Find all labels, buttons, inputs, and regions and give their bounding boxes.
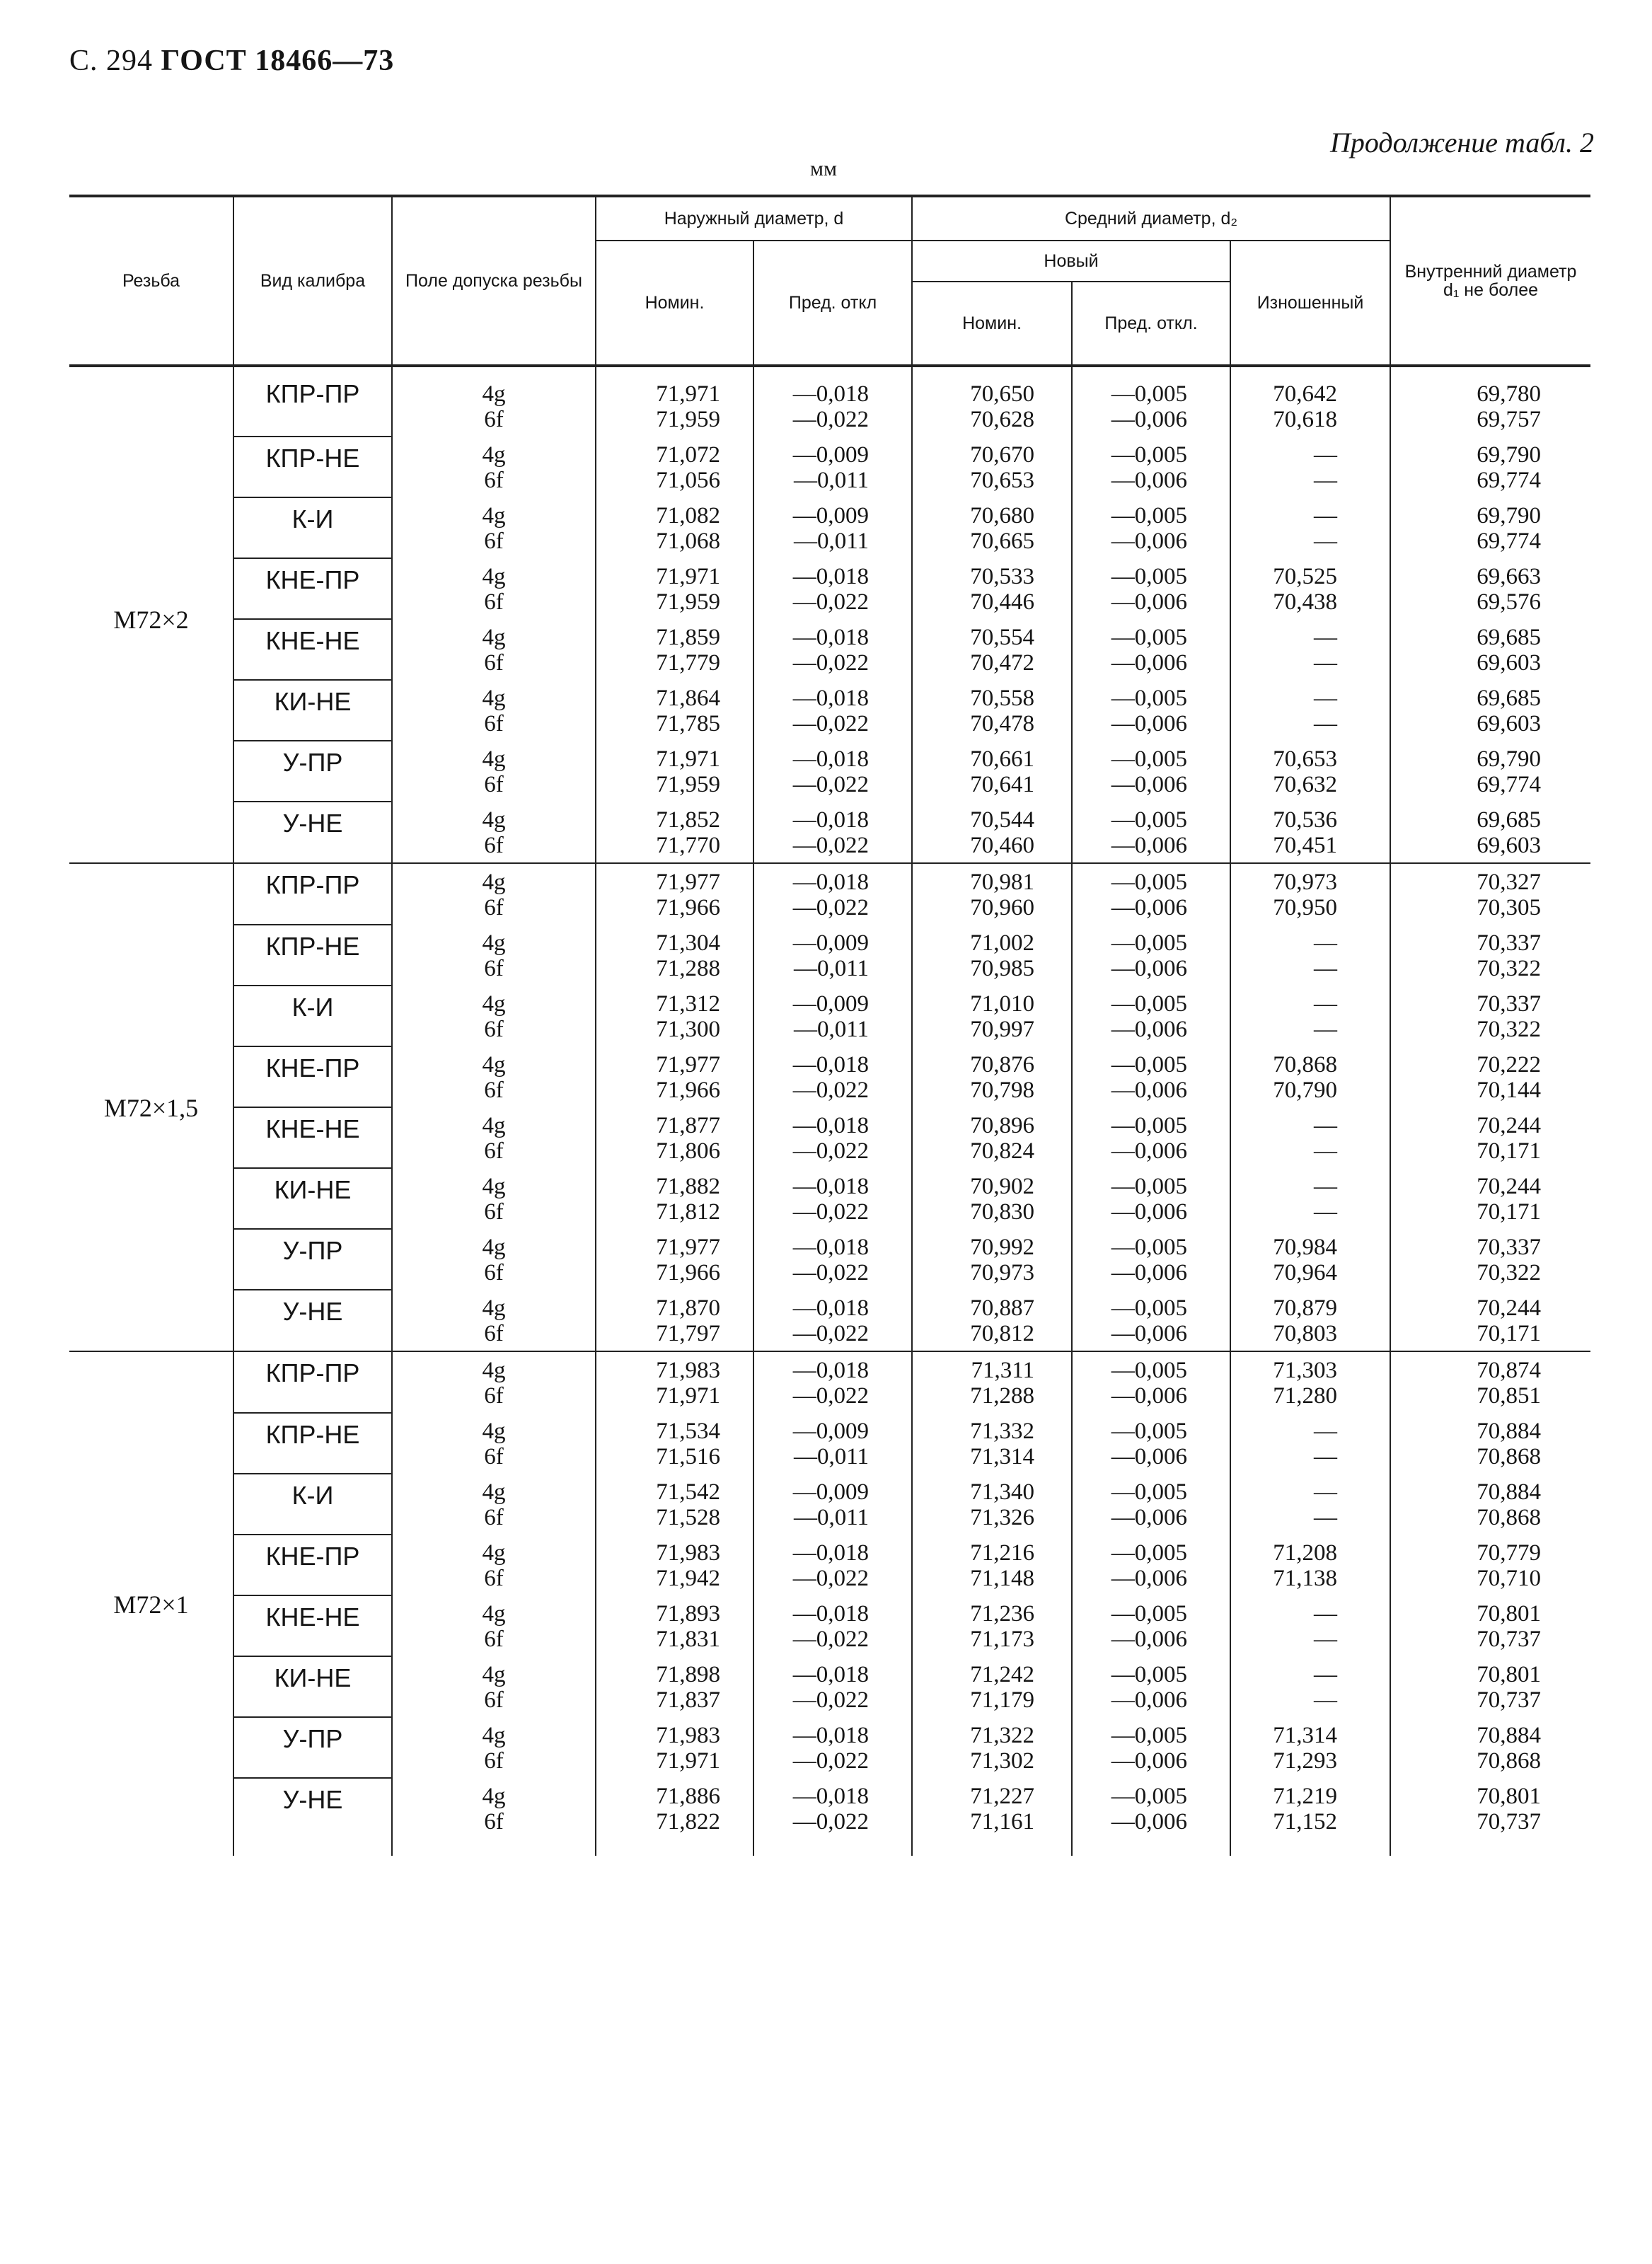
- middle-nominal: 70,670 70,653: [912, 437, 1072, 497]
- header-middle-diameter: Средний диаметр, d₂: [912, 196, 1390, 241]
- outer-nominal: 71,977 71,966: [596, 1046, 753, 1107]
- table-row: [69, 1595, 1590, 1656]
- outer-deviation: —0,009 —0,011: [753, 1413, 912, 1474]
- worn-value: 70,653 70,632: [1230, 741, 1390, 802]
- middle-nominal: 70,661 70,641: [912, 741, 1072, 802]
- middle-nominal: 71,236 71,173: [912, 1595, 1072, 1656]
- gauge-type: У-НЕ: [233, 1290, 392, 1351]
- inner-diameter: 70,801 70,737: [1390, 1778, 1590, 1856]
- worn-value: 71,303 71,280: [1230, 1351, 1390, 1413]
- gauge-type: У-НЕ: [233, 802, 392, 863]
- middle-nominal: 71,002 70,985: [912, 925, 1072, 986]
- header-new: Новый: [912, 241, 1230, 282]
- outer-nominal: 71,971 71,959: [596, 558, 753, 619]
- outer-deviation: —0,018 —0,022: [753, 802, 912, 863]
- worn-value: 70,973 70,950: [1230, 863, 1390, 925]
- gauge-type: КПР-НЕ: [233, 925, 392, 986]
- gauge-type: КПР-ПР: [233, 366, 392, 437]
- outer-nominal: 71,983 71,942: [596, 1535, 753, 1595]
- worn-value: 70,642 70,618: [1230, 366, 1390, 437]
- inner-diameter: 69,685 69,603: [1390, 619, 1590, 680]
- middle-nominal: 70,680 70,665: [912, 497, 1072, 558]
- group-m72x2: [69, 366, 1590, 863]
- middle-deviation: —0,005 —0,006: [1072, 1595, 1230, 1656]
- middle-deviation: —0,005 —0,006: [1072, 986, 1230, 1046]
- outer-deviation: —0,018 —0,022: [753, 1778, 912, 1856]
- outer-deviation: —0,009 —0,011: [753, 1474, 912, 1535]
- gauge-type: КНЕ-НЕ: [233, 619, 392, 680]
- inner-diameter: 70,801 70,737: [1390, 1595, 1590, 1656]
- table-row: [69, 1413, 1590, 1474]
- table-row: [69, 1717, 1590, 1778]
- middle-deviation: —0,005 —0,006: [1072, 1474, 1230, 1535]
- standard-title: ГОСТ 18466—73: [161, 45, 395, 77]
- worn-value: — —: [1230, 1107, 1390, 1168]
- outer-deviation: —0,009 —0,011: [753, 437, 912, 497]
- worn-value: 70,984 70,964: [1230, 1229, 1390, 1290]
- worn-value: — —: [1230, 925, 1390, 986]
- middle-deviation: —0,005 —0,006: [1072, 1535, 1230, 1595]
- middle-nominal: 70,981 70,960: [912, 863, 1072, 925]
- middle-deviation: —0,005 —0,006: [1072, 1717, 1230, 1778]
- outer-nominal: 71,312 71,300: [596, 986, 753, 1046]
- table-row: [69, 802, 1590, 863]
- tolerance-field: 4g 6f: [392, 1168, 596, 1229]
- tolerance-table: [69, 195, 1590, 1856]
- inner-diameter: 70,327 70,305: [1390, 863, 1590, 925]
- tolerance-field: 4g 6f: [392, 1351, 596, 1413]
- inner-diameter: 70,244 70,171: [1390, 1168, 1590, 1229]
- tolerance-field: 4g 6f: [392, 497, 596, 558]
- gauge-type: У-ПР: [233, 741, 392, 802]
- gauge-type: КНЕ-ПР: [233, 558, 392, 619]
- middle-nominal: 71,227 71,161: [912, 1778, 1072, 1856]
- outer-nominal: 71,893 71,831: [596, 1595, 753, 1656]
- units-label: мм: [810, 157, 837, 180]
- inner-diameter: 69,663 69,576: [1390, 558, 1590, 619]
- middle-nominal: 71,332 71,314: [912, 1413, 1072, 1474]
- gauge-type: КПР-ПР: [233, 863, 392, 925]
- outer-deviation: —0,018 —0,022: [753, 680, 912, 741]
- middle-nominal: 71,322 71,302: [912, 1717, 1072, 1778]
- outer-nominal: 71,542 71,528: [596, 1474, 753, 1535]
- table-row: [69, 1474, 1590, 1535]
- tolerance-field: 4g 6f: [392, 1474, 596, 1535]
- middle-nominal: 71,311 71,288: [912, 1351, 1072, 1413]
- gauge-type: КПР-НЕ: [233, 1413, 392, 1474]
- inner-diameter: 70,244 70,171: [1390, 1107, 1590, 1168]
- worn-value: 70,525 70,438: [1230, 558, 1390, 619]
- outer-deviation: —0,018 —0,022: [753, 1656, 912, 1717]
- tolerance-field: 4g 6f: [392, 1595, 596, 1656]
- gauge-type: КИ-НЕ: [233, 1656, 392, 1717]
- middle-deviation: —0,005 —0,006: [1072, 1107, 1230, 1168]
- gauge-type: У-ПР: [233, 1717, 392, 1778]
- table-row: [69, 680, 1590, 741]
- worn-value: — —: [1230, 619, 1390, 680]
- gauge-type: КНЕ-ПР: [233, 1046, 392, 1107]
- worn-value: 70,879 70,803: [1230, 1290, 1390, 1351]
- table-row: [69, 1229, 1590, 1290]
- middle-deviation: —0,005 —0,006: [1072, 1046, 1230, 1107]
- inner-diameter: 70,874 70,851: [1390, 1351, 1590, 1413]
- middle-deviation: —0,005 —0,006: [1072, 1229, 1230, 1290]
- worn-value: — —: [1230, 1656, 1390, 1717]
- middle-nominal: 70,902 70,830: [912, 1168, 1072, 1229]
- table-row: [69, 1656, 1590, 1717]
- worn-value: 71,219 71,152: [1230, 1778, 1390, 1856]
- middle-nominal: 71,216 71,148: [912, 1535, 1072, 1595]
- gauge-type: У-НЕ: [233, 1778, 392, 1856]
- middle-nominal: 71,242 71,179: [912, 1656, 1072, 1717]
- middle-deviation: —0,005 —0,006: [1072, 863, 1230, 925]
- inner-diameter: 70,884 70,868: [1390, 1474, 1590, 1535]
- outer-nominal: 71,983 71,971: [596, 1717, 753, 1778]
- inner-diameter: 69,790 69,774: [1390, 741, 1590, 802]
- worn-value: — —: [1230, 1413, 1390, 1474]
- table-row: [69, 437, 1590, 497]
- page-header: [69, 44, 394, 78]
- worn-value: 71,208 71,138: [1230, 1535, 1390, 1595]
- tolerance-field: 4g 6f: [392, 437, 596, 497]
- outer-nominal: 71,898 71,837: [596, 1656, 753, 1717]
- worn-value: — —: [1230, 680, 1390, 741]
- gauge-type: КИ-НЕ: [233, 1168, 392, 1229]
- middle-deviation: —0,005 —0,006: [1072, 680, 1230, 741]
- group-m72x1-5: [69, 863, 1590, 1351]
- thread-label: М72×1,5: [69, 863, 233, 1351]
- middle-deviation: —0,005 —0,006: [1072, 497, 1230, 558]
- table-continuation-note: Продолжение табл. 2: [1329, 127, 1594, 158]
- worn-value: 71,314 71,293: [1230, 1717, 1390, 1778]
- table-row: [69, 1778, 1590, 1856]
- inner-diameter: 70,337 70,322: [1390, 986, 1590, 1046]
- table-row: [69, 1168, 1590, 1229]
- middle-deviation: —0,005 —0,006: [1072, 1290, 1230, 1351]
- header-thread: Резьба: [69, 196, 233, 366]
- table-row: [69, 986, 1590, 1046]
- inner-diameter: 70,884 70,868: [1390, 1717, 1590, 1778]
- outer-nominal: 71,082 71,068: [596, 497, 753, 558]
- outer-deviation: —0,018 —0,022: [753, 1351, 912, 1413]
- tolerance-field: 4g 6f: [392, 619, 596, 680]
- group-m72x1: [69, 1351, 1590, 1856]
- middle-nominal: 71,010 70,997: [912, 986, 1072, 1046]
- outer-nominal: 71,877 71,806: [596, 1107, 753, 1168]
- table-row: [69, 366, 1590, 437]
- gauge-type: КНЕ-ПР: [233, 1535, 392, 1595]
- outer-nominal: 71,072 71,056: [596, 437, 753, 497]
- table-row: [69, 619, 1590, 680]
- outer-nominal: 71,977 71,966: [596, 863, 753, 925]
- outer-deviation: —0,018 —0,022: [753, 741, 912, 802]
- header-outer-nominal: Номин.: [596, 241, 753, 366]
- outer-nominal: 71,971 71,959: [596, 366, 753, 437]
- gauge-type: КНЕ-НЕ: [233, 1107, 392, 1168]
- tolerance-field: 4g 6f: [392, 366, 596, 437]
- outer-nominal: 71,977 71,966: [596, 1229, 753, 1290]
- page-number: С. 294: [69, 45, 154, 77]
- middle-deviation: —0,005 —0,006: [1072, 741, 1230, 802]
- middle-nominal: 70,876 70,798: [912, 1046, 1072, 1107]
- outer-deviation: —0,009 —0,011: [753, 497, 912, 558]
- outer-nominal: 71,870 71,797: [596, 1290, 753, 1351]
- table-row: [69, 741, 1590, 802]
- inner-diameter: 69,790 69,774: [1390, 497, 1590, 558]
- outer-deviation: —0,018 —0,022: [753, 863, 912, 925]
- middle-nominal: 70,887 70,812: [912, 1290, 1072, 1351]
- gauge-type: У-ПР: [233, 1229, 392, 1290]
- tolerance-field: 4g 6f: [392, 680, 596, 741]
- middle-deviation: —0,005 —0,006: [1072, 802, 1230, 863]
- middle-deviation: —0,005 —0,006: [1072, 925, 1230, 986]
- worn-value: — —: [1230, 1595, 1390, 1656]
- header-outer-diameter: Наружный диаметр, d: [596, 196, 912, 241]
- outer-nominal: 71,852 71,770: [596, 802, 753, 863]
- header-middle-nominal: Номин.: [912, 282, 1072, 366]
- middle-nominal: 70,554 70,472: [912, 619, 1072, 680]
- table-row: [69, 1107, 1590, 1168]
- gauge-type: КИ-НЕ: [233, 680, 392, 741]
- gauge-type: К-И: [233, 1474, 392, 1535]
- middle-deviation: —0,005 —0,006: [1072, 619, 1230, 680]
- outer-nominal: 71,882 71,812: [596, 1168, 753, 1229]
- middle-deviation: —0,005 —0,006: [1072, 366, 1230, 437]
- tolerance-field: 4g 6f: [392, 558, 596, 619]
- outer-deviation: —0,018 —0,022: [753, 1046, 912, 1107]
- middle-nominal: 70,896 70,824: [912, 1107, 1072, 1168]
- outer-deviation: —0,018 —0,022: [753, 366, 912, 437]
- outer-nominal: 71,534 71,516: [596, 1413, 753, 1474]
- worn-value: — —: [1230, 1474, 1390, 1535]
- worn-value: — —: [1230, 1168, 1390, 1229]
- tolerance-field: 4g 6f: [392, 741, 596, 802]
- inner-diameter: 69,685 69,603: [1390, 802, 1590, 863]
- inner-diameter: 69,780 69,757: [1390, 366, 1590, 437]
- tolerance-field: 4g 6f: [392, 1656, 596, 1717]
- middle-deviation: —0,005 —0,006: [1072, 1656, 1230, 1717]
- inner-diameter: 69,790 69,774: [1390, 437, 1590, 497]
- header-middle-deviation: Пред. откл.: [1072, 282, 1230, 366]
- tolerance-field: 4g 6f: [392, 802, 596, 863]
- middle-nominal: 70,992 70,973: [912, 1229, 1072, 1290]
- middle-deviation: —0,005 —0,006: [1072, 1351, 1230, 1413]
- inner-diameter: 70,884 70,868: [1390, 1413, 1590, 1474]
- outer-nominal: 71,983 71,971: [596, 1351, 753, 1413]
- inner-diameter: 70,222 70,144: [1390, 1046, 1590, 1107]
- middle-deviation: —0,005 —0,006: [1072, 437, 1230, 497]
- middle-deviation: —0,005 —0,006: [1072, 1168, 1230, 1229]
- thread-label: М72×2: [69, 366, 233, 863]
- tolerance-field: 4g 6f: [392, 1717, 596, 1778]
- thread-label: М72×1: [69, 1351, 233, 1856]
- header-gauge-type: Вид калибра: [233, 196, 392, 366]
- outer-deviation: —0,009 —0,011: [753, 925, 912, 986]
- worn-value: — —: [1230, 437, 1390, 497]
- outer-nominal: 71,304 71,288: [596, 925, 753, 986]
- inner-diameter: 70,801 70,737: [1390, 1656, 1590, 1717]
- worn-value: 70,536 70,451: [1230, 802, 1390, 863]
- gauge-type: КПР-ПР: [233, 1351, 392, 1413]
- tolerance-field: 4g 6f: [392, 1107, 596, 1168]
- inner-diameter: 70,337 70,322: [1390, 1229, 1590, 1290]
- tolerance-field: 4g 6f: [392, 986, 596, 1046]
- gauge-type: КПР-НЕ: [233, 437, 392, 497]
- header-outer-deviation: Пред. откл: [753, 241, 912, 366]
- middle-nominal: 70,650 70,628: [912, 366, 1072, 437]
- middle-nominal: 70,558 70,478: [912, 680, 1072, 741]
- outer-deviation: —0,009 —0,011: [753, 986, 912, 1046]
- tolerance-field: 4g 6f: [392, 863, 596, 925]
- outer-nominal: 71,971 71,959: [596, 741, 753, 802]
- tolerance-field: 4g 6f: [392, 1229, 596, 1290]
- table-row: [69, 1351, 1590, 1413]
- middle-nominal: 70,533 70,446: [912, 558, 1072, 619]
- worn-value: 70,868 70,790: [1230, 1046, 1390, 1107]
- middle-deviation: —0,005 —0,006: [1072, 1413, 1230, 1474]
- gauge-type: К-И: [233, 986, 392, 1046]
- outer-deviation: —0,018 —0,022: [753, 1107, 912, 1168]
- outer-deviation: —0,018 —0,022: [753, 1717, 912, 1778]
- inner-diameter: 70,244 70,171: [1390, 1290, 1590, 1351]
- table-row: [69, 558, 1590, 619]
- gauge-type: К-И: [233, 497, 392, 558]
- gauge-type: КНЕ-НЕ: [233, 1595, 392, 1656]
- tolerance-field: 4g 6f: [392, 1413, 596, 1474]
- table-row: [69, 863, 1590, 925]
- header-inner-diameter: Внутренний диаметр d₁ не более: [1390, 196, 1590, 366]
- outer-deviation: —0,018 —0,022: [753, 1290, 912, 1351]
- outer-deviation: —0,018 —0,022: [753, 619, 912, 680]
- worn-value: — —: [1230, 497, 1390, 558]
- outer-deviation: —0,018 —0,022: [753, 1595, 912, 1656]
- inner-diameter: 69,685 69,603: [1390, 680, 1590, 741]
- tolerance-field: 4g 6f: [392, 1290, 596, 1351]
- tolerance-field: 4g 6f: [392, 1046, 596, 1107]
- table-row: [69, 497, 1590, 558]
- middle-nominal: 71,340 71,326: [912, 1474, 1072, 1535]
- outer-nominal: 71,886 71,822: [596, 1778, 753, 1856]
- outer-deviation: —0,018 —0,022: [753, 1229, 912, 1290]
- table-row: [69, 925, 1590, 986]
- worn-value: — —: [1230, 986, 1390, 1046]
- middle-nominal: 70,544 70,460: [912, 802, 1072, 863]
- header-tolerance-field: Поле допуска резьбы: [392, 196, 596, 366]
- header-worn: Изношенный: [1230, 241, 1390, 366]
- inner-diameter: 70,337 70,322: [1390, 925, 1590, 986]
- inner-diameter: 70,779 70,710: [1390, 1535, 1590, 1595]
- tolerance-field: 4g 6f: [392, 925, 596, 986]
- middle-deviation: —0,005 —0,006: [1072, 558, 1230, 619]
- outer-nominal: 71,859 71,779: [596, 619, 753, 680]
- tolerance-field: 4g 6f: [392, 1778, 596, 1856]
- table-row: [69, 1290, 1590, 1351]
- outer-nominal: 71,864 71,785: [596, 680, 753, 741]
- tolerance-field: 4g 6f: [392, 1535, 596, 1595]
- outer-deviation: —0,018 —0,022: [753, 558, 912, 619]
- table-row: [69, 1535, 1590, 1595]
- table-row: [69, 1046, 1590, 1107]
- outer-deviation: —0,018 —0,022: [753, 1168, 912, 1229]
- middle-deviation: —0,005 —0,006: [1072, 1778, 1230, 1856]
- outer-deviation: —0,018 —0,022: [753, 1535, 912, 1595]
